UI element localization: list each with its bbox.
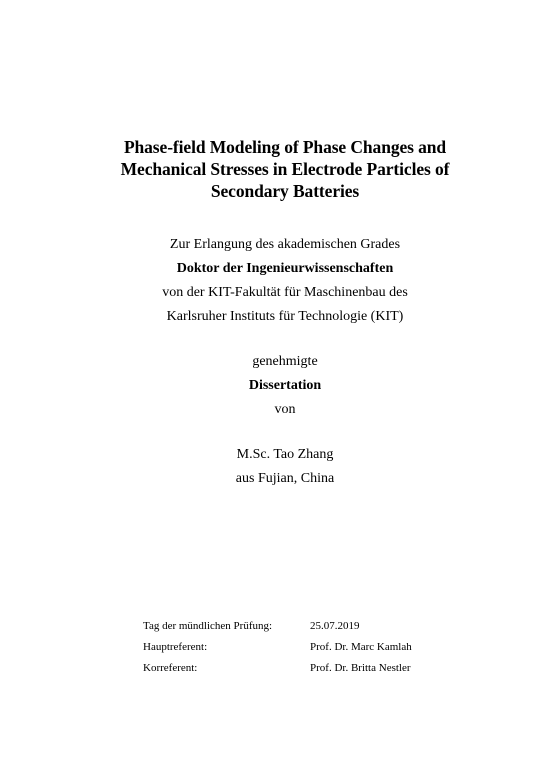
exam-info-table	[143, 616, 412, 679]
thesis-title-line-2: Mechanical Stresses in Electrode Particles of	[120, 159, 450, 179]
approval-statement	[60, 350, 510, 422]
approval-line-3: von	[274, 402, 296, 417]
document-type: Dissertation	[248, 378, 322, 393]
approval-line-1: genehmigte	[252, 354, 318, 369]
thesis-title-line-1: Phase-field Modeling of Phase Changes and	[123, 137, 447, 157]
exam-info-label: Tag der mündlichen Prüfung:	[143, 620, 273, 632]
degree-name: Doktor der Ingenieurwissenschaften	[176, 261, 394, 276]
degree-line-4: Karlsruher Instituts für Technologie (KIT)	[166, 309, 404, 324]
thesis-title	[60, 136, 510, 202]
author-block	[60, 443, 510, 491]
degree-line-1: Zur Erlangung des akademischen Grades	[169, 237, 401, 252]
exam-info-value: Prof. Dr. Britta Nestler	[310, 662, 411, 674]
exam-info-row	[143, 616, 412, 637]
exam-info-row	[143, 658, 412, 679]
exam-info-value: 25.07.2019	[310, 620, 360, 632]
degree-line-3: von der KIT-Fakultät für Maschinenbau des	[162, 285, 408, 300]
exam-info-row	[143, 637, 412, 658]
exam-info-value: Prof. Dr. Marc Kamlah	[310, 641, 412, 653]
exam-info-label: Hauptreferent:	[143, 641, 208, 653]
author-origin: aus Fujian, China	[235, 471, 335, 486]
exam-info-label: Korreferent:	[143, 662, 198, 674]
thesis-title-line-3: Secondary Batteries	[210, 181, 360, 201]
author-name: M.Sc. Tao Zhang	[236, 447, 334, 462]
degree-statement	[60, 233, 510, 329]
